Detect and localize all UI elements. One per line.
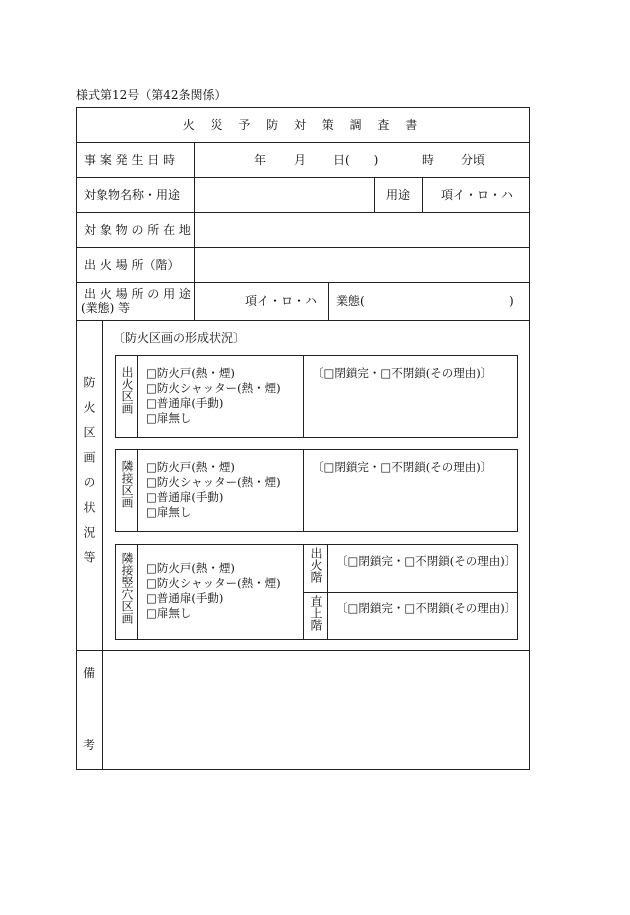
remarks-label-bottom: 考	[83, 738, 96, 752]
adjacent-compartment-block	[115, 449, 518, 532]
label-column-divider	[194, 142, 195, 320]
option-normal-door: □普通扉(手動)	[146, 591, 224, 605]
form-title: 火 災 予 防 対 策 調 査 書	[182, 118, 424, 132]
row-divider	[77, 320, 529, 321]
fire-compartment-label: 出火区画	[120, 366, 134, 414]
option-fire-shutter: □防火シャッター(熱・煙)	[146, 576, 281, 590]
use-divider	[422, 177, 423, 212]
option-no-door: □扉無し	[146, 606, 192, 620]
use-divider	[374, 177, 375, 212]
business-close: )	[509, 294, 514, 308]
target-location-label: 対 象 物 の 所 在 地	[84, 223, 191, 237]
block-divider	[303, 450, 304, 531]
compartment-side-label: 防火区画の状況等	[82, 376, 96, 576]
block-divider	[137, 450, 138, 531]
fire-compartment-status: 〔□閉鎖完・□不閉鎖(その理由)〕	[312, 366, 493, 380]
block-divider	[303, 356, 304, 437]
option-fire-door: □防火戸(熱・煙)	[146, 561, 235, 575]
day-unit: 日( )	[333, 153, 379, 167]
compartment-heading: 〔防火区画の形成状況〕	[113, 331, 246, 345]
upper-floor-label: 直上階	[309, 595, 323, 631]
option-fire-door: □防火戸(熱・煙)	[146, 460, 235, 474]
hour-unit: 時	[422, 153, 435, 167]
shaft-compartment-label: 隣接竪穴区画	[120, 552, 134, 624]
fire-use-label-line1: 出 火 場 所 の 用 途	[84, 287, 191, 301]
business-divider	[328, 282, 329, 320]
fire-compartment-options	[146, 366, 281, 426]
fire-prevention-survey-form	[76, 107, 530, 770]
option-fire-shutter: □防火シャッター(熱・煙)	[146, 381, 281, 395]
upper-floor-status: 〔□閉鎖完・□不閉鎖(その理由)〕	[336, 601, 517, 615]
incident-datetime-label: 事 案 発 生 日 時	[84, 153, 176, 167]
option-fire-door: □防火戸(熱・煙)	[146, 366, 235, 380]
month-unit: 月	[294, 153, 307, 167]
block-divider	[137, 356, 138, 437]
option-no-door: □扉無し	[146, 505, 192, 519]
fire-compartment-block	[115, 355, 518, 438]
option-no-door: □扉無し	[146, 411, 192, 425]
row-divider	[77, 177, 529, 178]
row-divider	[77, 212, 529, 213]
side-label-divider	[102, 320, 103, 769]
adjacent-compartment-label: 隣接区画	[120, 460, 134, 508]
remarks-label-top: 備	[83, 666, 96, 680]
fire-floor-label: 出火階	[309, 547, 323, 583]
fire-floor-status: 〔□閉鎖完・□不閉鎖(その理由)〕	[336, 554, 517, 568]
fire-place-label: 出 火 場 所（階）	[84, 258, 180, 272]
option-fire-shutter: □防火シャッター(熱・煙)	[146, 475, 281, 489]
shaft-compartment-options	[146, 561, 281, 621]
fire-use-value: 項イ・ロ・ハ	[245, 294, 318, 308]
fire-use-label-line2: (業態) 等	[81, 301, 131, 315]
row-divider	[77, 247, 529, 248]
block-divider	[137, 545, 138, 639]
row-divider	[77, 142, 529, 143]
row-divider	[77, 282, 529, 283]
target-name-label: 対象物名称・用途	[84, 188, 181, 202]
option-normal-door: □普通扉(手動)	[146, 396, 224, 410]
shaft-compartment-block	[115, 544, 518, 640]
block-divider	[303, 592, 517, 593]
adjacent-compartment-options	[146, 460, 281, 520]
year-unit: 年	[254, 153, 267, 167]
adjacent-compartment-status: 〔□閉鎖完・□不閉鎖(その理由)〕	[312, 460, 493, 474]
target-use-value: 項イ・ロ・ハ	[441, 188, 514, 202]
row-divider	[77, 650, 529, 651]
minute-unit: 分頃	[461, 153, 486, 167]
business-label: 業態(	[336, 294, 365, 308]
target-use-label: 用途	[386, 188, 411, 202]
option-normal-door: □普通扉(手動)	[146, 490, 224, 504]
form-caption: 様式第12号（第42条関係）	[76, 88, 227, 102]
